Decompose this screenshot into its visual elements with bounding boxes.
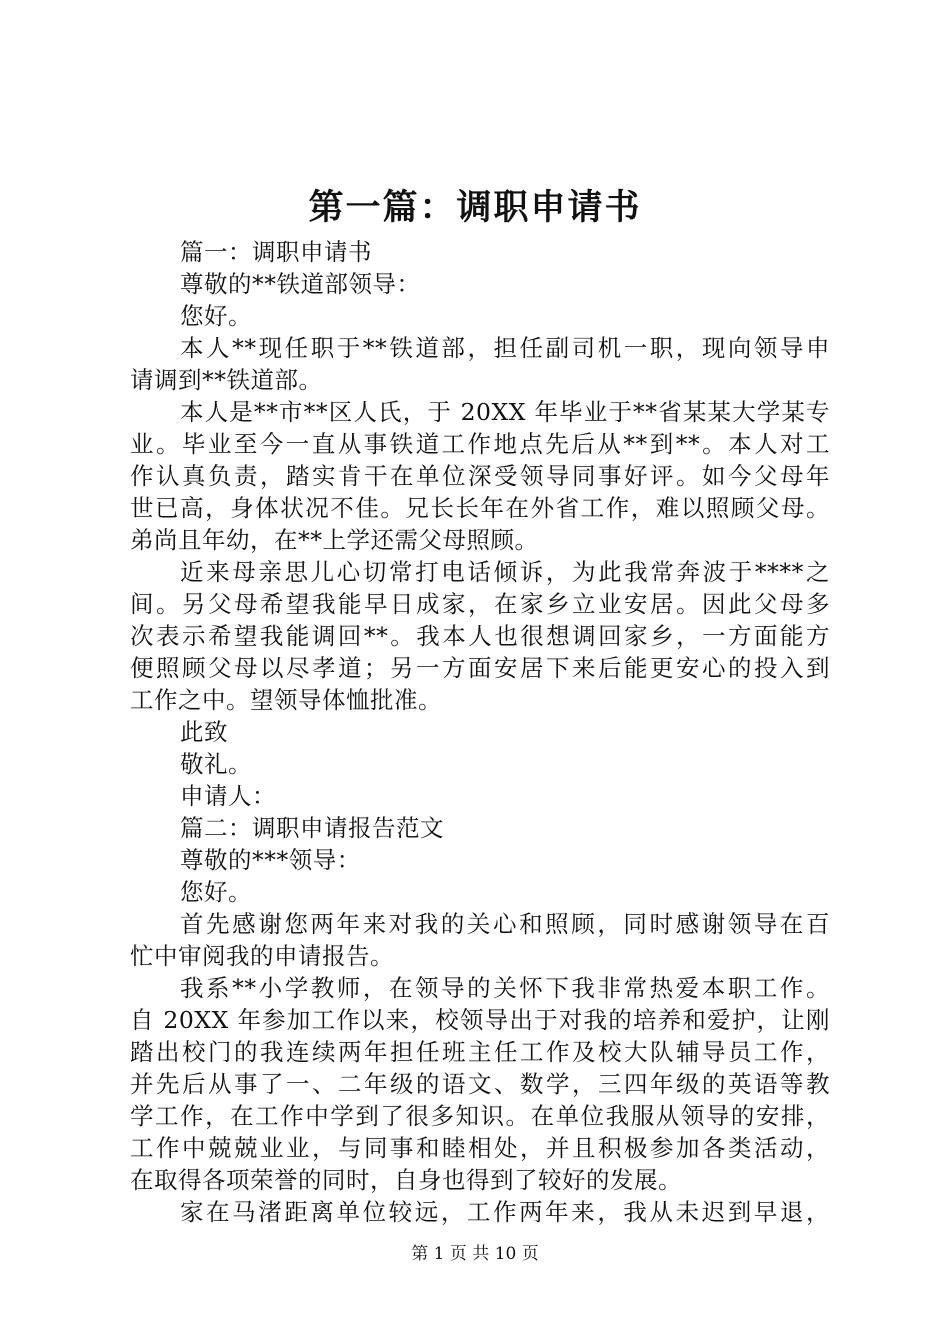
body-line: 请调到**铁道部。 [130, 366, 323, 394]
body-line: 您好。 [180, 302, 252, 330]
body-line: 学工作，在工作中学到了很多知识。在单位我服从领导的安排， [130, 1102, 830, 1130]
body-line: 作认真负责，踏实肯干在单位深受领导同事好评。如今父母年 [130, 462, 830, 490]
body-line: 间。另父母希望我能早日成家，在家乡立业安居。因此父母多 [130, 590, 830, 618]
body-line: 在取得各项荣誉的同时，自身也得到了较好的发展。 [130, 1166, 682, 1194]
body-line: 首先感谢您两年来对我的关心和照顾，同时感谢领导在百 [180, 910, 830, 938]
body-line: 踏出校门的我连续两年担任班主任工作及校大队辅导员工作， [130, 1038, 830, 1066]
body-line: 申请人： [180, 782, 276, 810]
body-line: 篇一：调职申请书 [180, 238, 372, 266]
body-line: 您好。 [180, 878, 252, 906]
body-line: 篇二：调职申请报告范文 [180, 814, 444, 842]
body-line: 敬礼。 [180, 750, 252, 778]
body-line: 工作中兢兢业业，与同事和睦相处，并且积极参加各类活动， [130, 1134, 830, 1162]
body-line: 忙中审阅我的申请报告。 [130, 942, 394, 970]
body-line: 本人**现任职于**铁道部，担任副司机一职，现向领导申 [180, 334, 830, 362]
body-line: 本人是**市**区人氏，于 20XX 年毕业于**省某某大学某专 [180, 398, 830, 426]
document-title: 第一篇：调职申请书 [308, 187, 642, 228]
page-footer: 第 1 页 共 10 页 [411, 1244, 539, 1264]
body-line: 尊敬的***领导： [180, 846, 361, 874]
document-body [130, 236, 830, 1228]
body-line: 次表示希望我能调回**。我本人也很想调回家乡，一方面能方 [130, 622, 830, 650]
body-line: 近来母亲思儿心切常打电话倾诉，为此我常奔波于****之 [180, 558, 830, 586]
body-line: 我系**小学教师，在领导的关怀下我非常热爱本职工作。 [180, 974, 830, 1002]
body-line: 业。毕业至今一直从事铁道工作地点先后从**到**。本人对工 [130, 430, 830, 458]
body-line: 尊敬的**铁道部领导： [180, 270, 421, 298]
body-line: 弟尚且年幼，在**上学还需父母照顾。 [130, 526, 539, 554]
body-line: 自 20XX 年参加工作以来，校领导出于对我的培养和爱护，让刚 [130, 1006, 830, 1034]
body-line: 工作之中。望领导体恤批准。 [130, 686, 442, 714]
body-line: 世已高，身体状况不佳。兄长长年在外省工作，难以照顾父母。 [130, 494, 830, 522]
body-line: 此致 [180, 718, 228, 746]
body-line: 便照顾父母以尽孝道；另一方面安居下来后能更安心的投入到 [130, 654, 830, 682]
body-line: 并先后从事了一、二年级的语文、数学，三四年级的英语等教 [130, 1070, 830, 1098]
body-line: 家在马渚距离单位较远，工作两年来，我从未迟到早退， [180, 1198, 830, 1226]
